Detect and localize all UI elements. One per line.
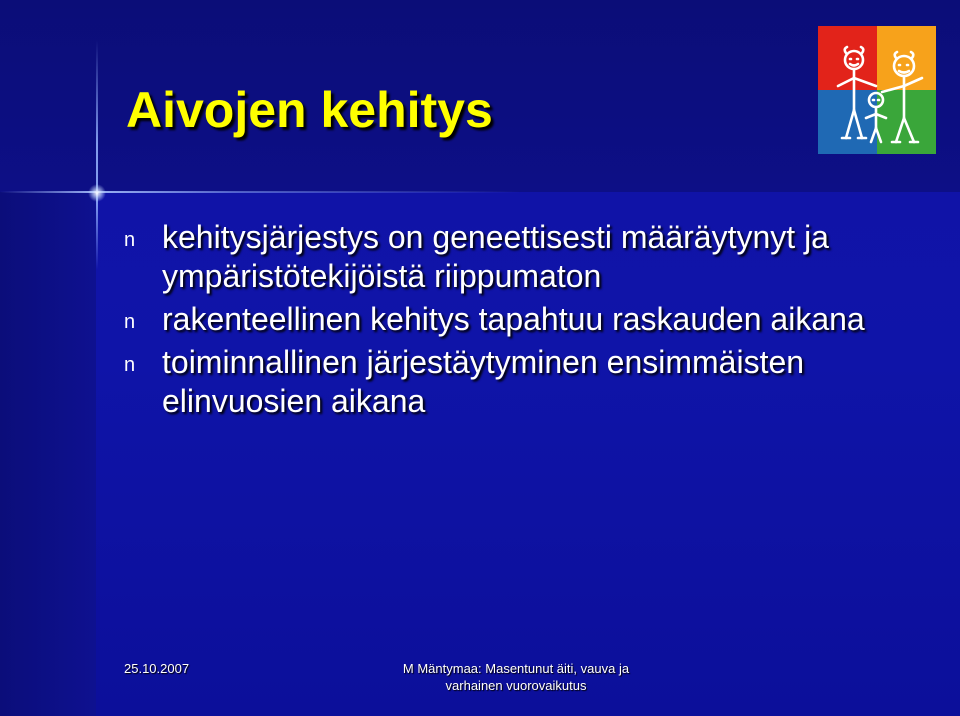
footer-credit-line1: M Mäntymaa: Masentunut äiti, vauva ja <box>402 661 630 676</box>
bullet-item <box>120 218 900 296</box>
bullet-marker: n <box>124 354 136 376</box>
vertical-light-line <box>96 40 98 270</box>
bullet-item <box>120 300 900 339</box>
footer-credit <box>384 660 648 694</box>
bullet-text: toiminnallinen järjestäytyminen ensimmäisten elinvuosien aikana <box>162 344 805 419</box>
bullet-text: rakenteellinen kehitys tapahtuu raskauden aikana <box>162 301 865 337</box>
footer-credit-line2: varhainen vuorovaikutus <box>445 678 587 693</box>
footer-date: 25.10.2007 <box>124 661 190 676</box>
bullet-list <box>120 218 900 425</box>
horizontal-light-line <box>0 191 520 193</box>
family-drawing-logo-icon <box>818 26 936 154</box>
slide-title: Aivojen kehitys <box>126 82 493 138</box>
bullet-marker: n <box>124 311 136 333</box>
bullet-item <box>120 343 900 421</box>
bullet-marker: n <box>124 229 136 251</box>
bullet-text: kehitysjärjestys on geneettisesti määräytynyt ja ympäristötekijöistä riippumaton <box>162 219 829 294</box>
side-band <box>0 192 96 716</box>
light-sparkle <box>88 184 106 202</box>
